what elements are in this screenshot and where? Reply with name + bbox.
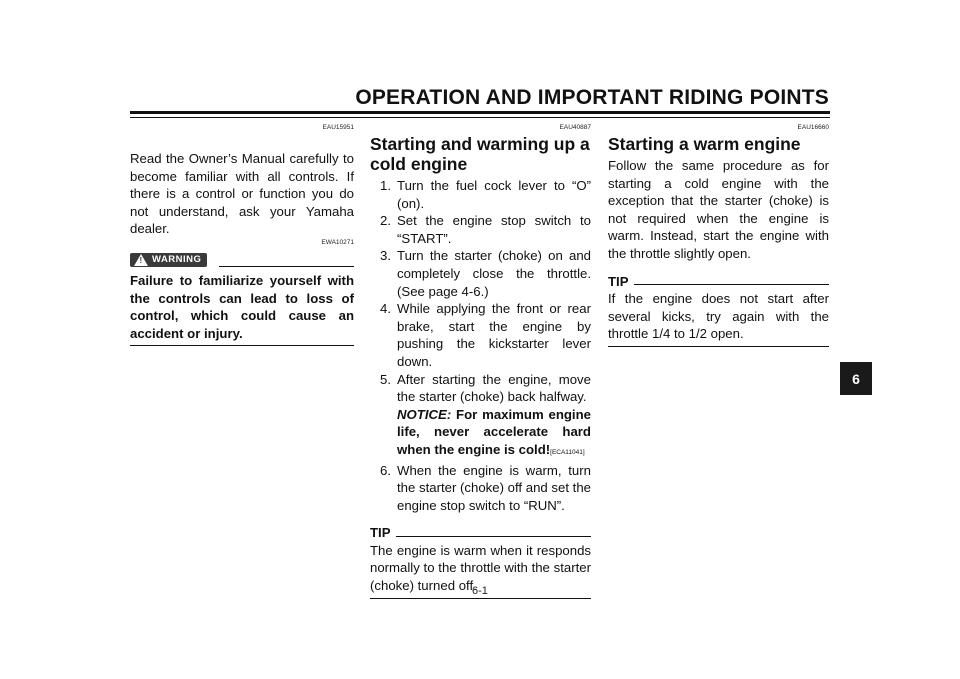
tip-text: The engine is warm when it responds normally to the throttle with the starter (choke) turned off. (370, 542, 591, 594)
page-number: 6-1 (472, 585, 488, 597)
page-title: OPERATION AND IMPORTANT RIDING POINTS (355, 86, 829, 109)
warning-rule (219, 266, 354, 267)
tip-rule (634, 284, 829, 285)
step-item: 2. Set the engine stop switch to “START”. (380, 213, 591, 246)
warning-label: WARNING (152, 254, 202, 266)
intro-paragraph: Read the Owner’s Manual carefully to become familiar with all controls. If there is a control or function you do not understand, ask your Yamaha dealer. (130, 151, 354, 237)
tip-label: TIP (608, 273, 629, 289)
column-controls-warning (130, 124, 354, 346)
warning-text: Failure to familiarize yourself with the controls can lead to loss of control, which could cause an accident or injury. (130, 272, 354, 341)
header-rule-thick (130, 111, 830, 114)
chapter-tab: 6 (840, 362, 872, 395)
warning-badge (130, 253, 207, 267)
column-warm-start (608, 124, 829, 347)
header-rule-thin (130, 117, 830, 118)
column-cold-start (370, 124, 591, 599)
step-item: 1. Turn the fuel cock lever to “O” (on). (380, 178, 591, 211)
step-item: 5. After starting the engine, move the starter (choke) back halfway. NOTICE: For maximum engine life, never accelerate hard when the engine is cold![ECA11041] (380, 371, 591, 457)
step-item: 6. When the engine is warm, turn the starter (choke) off and set the engine stop switch to “RUN”. (380, 462, 592, 513)
notice-text: For maximum engine life, never accelerate hard when the engine is cold! (397, 406, 591, 457)
warning-triangle-icon: ! (134, 254, 148, 266)
section-heading: Starting and warming up a cold engine (370, 134, 590, 174)
section-heading: Starting a warm engine (608, 134, 801, 154)
tip-label: TIP (370, 525, 391, 541)
step-item: 3. Turn the starter (choke) on and completely close the throttle. (See page 4-6.) (380, 248, 591, 299)
body-paragraph: Follow the same procedure as for starting a cold engine with the exception that the starter (choke) is not required when the engine is warm. Instead, start the engine with the throttle slightly open. (608, 158, 829, 261)
tip-header (370, 524, 591, 542)
tip-text: If the engine does not start after several kicks, try again with the throttle 1/4 to 1/2 open. (608, 291, 829, 342)
tip-end-rule (370, 598, 591, 599)
tip-header (608, 273, 829, 291)
step-item: 4. While applying the front or rear brake, start the engine by pushing the kickstarter lever down. (380, 301, 591, 369)
warning-code: EWA10271 (321, 238, 354, 246)
warning-end-rule (130, 345, 354, 346)
reference-code: EAU16660 (797, 124, 829, 131)
steps-list (370, 177, 591, 514)
notice-label: NOTICE: (397, 406, 452, 422)
notice-code: [ECA11041] (550, 448, 585, 456)
tip-end-rule (608, 346, 829, 347)
reference-code: EAU40887 (559, 124, 591, 131)
tip-rule (396, 536, 591, 537)
reference-code: EAU15951 (322, 124, 354, 131)
warning-header (130, 253, 354, 267)
